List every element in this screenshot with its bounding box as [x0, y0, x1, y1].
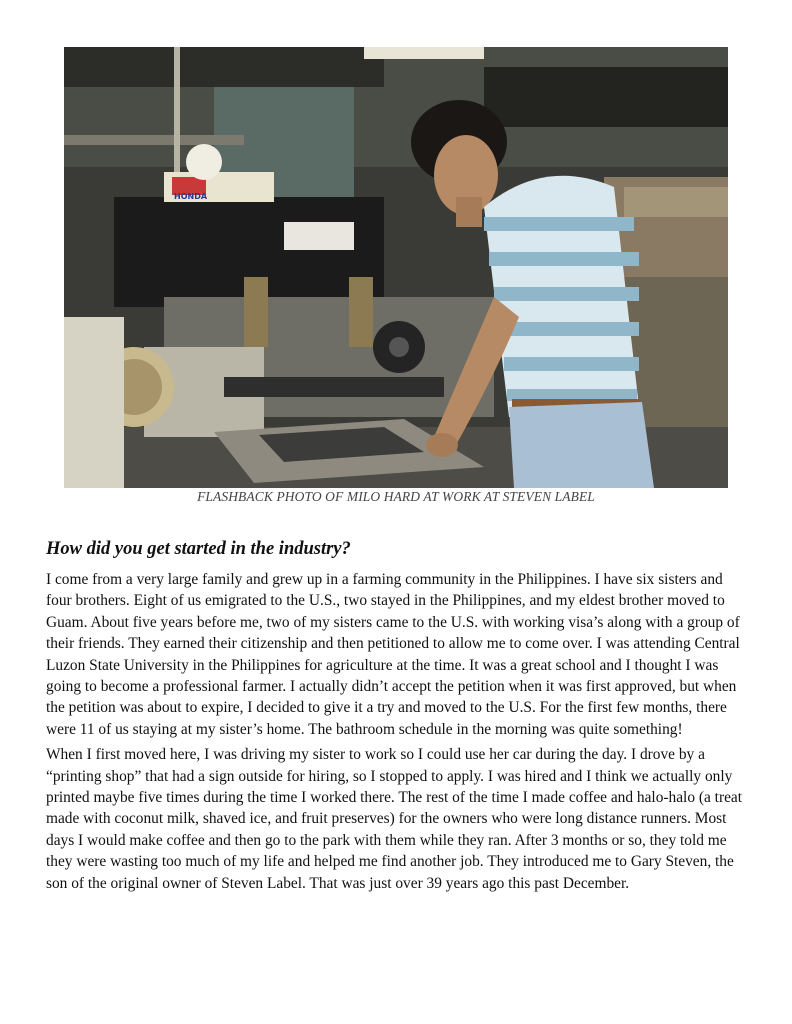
photo-caption: FLASHBACK PHOTO OF MILO HARD AT WORK AT STEVEN LABEL [197, 489, 595, 504]
tape-label: HONDA [174, 192, 208, 201]
article-paragraph: When I first moved here, I was driving my sister to work so I could use her car during the day. I drove by a “printing shop” that had a sign outside for hiring, so I stopped to apply. I was hired and I think we actually only printed maybe five times during the time I worked there. The rest of the time I made coffee and halo-halo (a treat made with coconut milk, shaved ice, and fruit preserves) for the owners who were long distance runners. Most days I would make coffee and then go to the park with them while they ran. After 3 months or so, they told me they were wasting too much of my life and helped me find another job. They introduced me to Gary Steven, the son of the original owner of Steven Label. That was just over 39 years ago this past December. [46, 746, 743, 892]
flashback-photo [64, 47, 728, 488]
article-paragraph: I come from a very large family and grew up in a farming community in the Philippines. I have six sisters and four brothers. Eight of us emigrated to the U.S., two stayed in the Philippines, and my eldest brother moved to Guam. About five years before me, two of my sisters came to the U.S. with working visa’s along with a group of their friends. They earned their citizenship and then petitioned to allow me to come over. I was attending Central Luzon State University in the Philippines for agriculture at the time. It was a great school and I thought I was going to become a professional farmer. I actually didn’t accept the petition when it was first approved, but when the petition was about to expire, I decided to give it a try and moved to the U.S. For the first few months, there were 11 of us staying at my sister’s home. The bathroom schedule in the morning was quite something! [46, 571, 740, 738]
article-body [46, 569, 752, 898]
article-heading: How did you get started in the industry? [46, 539, 351, 559]
